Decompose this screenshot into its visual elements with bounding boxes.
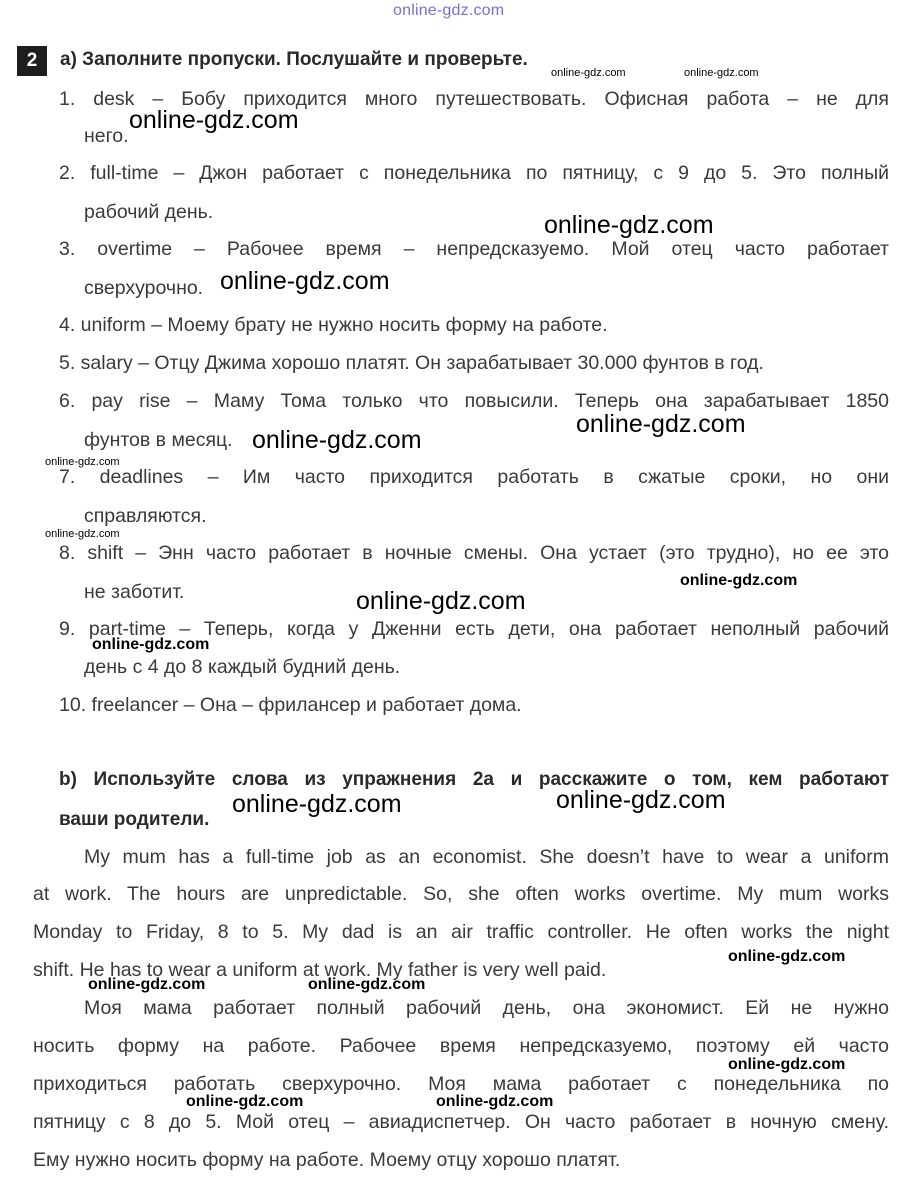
part-a-line: 7. deadlines – Им часто приходится работать в сжатые сроки, но они xyxy=(59,466,889,488)
part-a-line: фунтов в месяц. xyxy=(84,429,233,451)
watermark: online-gdz.com xyxy=(436,1093,554,1110)
russian-paragraph-line: Моя мама работает полный рабочий день, она экономист. Ей не нужно xyxy=(84,997,889,1019)
watermark: online-gdz.com xyxy=(684,67,759,79)
watermark: online-gdz.com xyxy=(45,528,120,540)
watermark: online-gdz.com xyxy=(544,211,714,239)
watermark: online-gdz.com xyxy=(88,976,206,993)
russian-paragraph-line: приходиться работать сверхурочно. Моя мама работает с понедельника по xyxy=(33,1073,889,1095)
watermark: online-gdz.com xyxy=(252,426,422,454)
part-a-line: него. xyxy=(84,125,129,147)
part-a-line: 10. freelancer – Она – фрилансер и работает дома. xyxy=(59,694,522,716)
watermark: online-gdz.com xyxy=(556,786,726,814)
watermark: online-gdz.com xyxy=(728,1056,846,1073)
exercise-number-badge: 2 xyxy=(17,46,47,76)
part-a-line: рабочий день. xyxy=(84,201,214,223)
part-a-line: 2. full-time – Джон работает с понедельника по пятницу, с 9 до 5. Это полный xyxy=(59,162,889,184)
part-a-line: 1. desk – Бобу приходится много путешествовать. Офисная работа – не для xyxy=(59,88,889,110)
watermark: online-gdz.com xyxy=(356,587,526,615)
site-header-watermark: online-gdz.com xyxy=(393,2,505,19)
english-paragraph-line: Monday to Friday, 8 to 5. My dad is an air traffic controller. He often works the night xyxy=(33,921,889,943)
russian-paragraph-line: Ему нужно носить форму на работе. Моему отцу хорошо платят. xyxy=(33,1149,621,1171)
part-a-line: не заботит. xyxy=(84,581,185,603)
part-b-title-continued: ваши родители. xyxy=(59,809,210,830)
watermark: online-gdz.com xyxy=(220,267,390,295)
watermark: online-gdz.com xyxy=(576,410,746,438)
part-a-line: сверхурочно. xyxy=(84,277,204,299)
part-a-line: 6. pay rise – Маму Тома только что повысили. Теперь она зарабатывает 1850 xyxy=(59,390,889,412)
part-a-line: 4. uniform – Моему брату не нужно носить форму на работе. xyxy=(59,314,608,336)
watermark: online-gdz.com xyxy=(129,106,299,134)
watermark: online-gdz.com xyxy=(551,67,626,79)
watermark: online-gdz.com xyxy=(308,976,426,993)
part-a-line: день с 4 до 8 каждый будний день. xyxy=(84,656,401,678)
part-b-title: b) Используйте слова из упражнения 2а и расскажите о том, кем работают xyxy=(59,769,889,790)
russian-paragraph-line: пятницу с 8 до 5. Мой отец – авиадиспетчер. Он часто работает в ночную смену. xyxy=(33,1111,889,1133)
watermark: online-gdz.com xyxy=(680,572,798,589)
part-a-line: 9. part-time – Теперь, когда у Дженни есть дети, она работает неполный рабочий xyxy=(59,618,889,640)
watermark: online-gdz.com xyxy=(728,948,846,965)
part-a-line: справляются. xyxy=(84,505,207,527)
part-a-line: 8. shift – Энн часто работает в ночные смены. Она устает (это трудно), но ее это xyxy=(59,542,889,564)
watermark: online-gdz.com xyxy=(232,790,402,818)
part-a-title: a) Заполните пропуски. Послушайте и проверьте. xyxy=(60,49,528,70)
russian-paragraph-line: носить форму на работе. Рабочее время непредсказуемо, поэтому ей часто xyxy=(33,1035,889,1057)
watermark: online-gdz.com xyxy=(92,636,210,653)
english-paragraph-line: shift. He has to wear a uniform at work. My father is very well paid. xyxy=(33,959,607,981)
watermark: online-gdz.com xyxy=(45,456,120,468)
watermark: online-gdz.com xyxy=(186,1093,304,1110)
english-paragraph-line: at work. The hours are unpredictable. So, she often works overtime. My mum works xyxy=(33,883,889,905)
part-a-line: 5. salary – Отцу Джима хорошо платят. Он зарабатывает 30.000 фунтов в год. xyxy=(59,352,764,374)
english-paragraph-line: My mum has a full-time job as an economist. She doesn’t have to wear a uniform xyxy=(84,846,889,868)
part-a-line: 3. overtime – Рабочее время – непредсказуемо. Мой отец часто работает xyxy=(59,238,889,260)
